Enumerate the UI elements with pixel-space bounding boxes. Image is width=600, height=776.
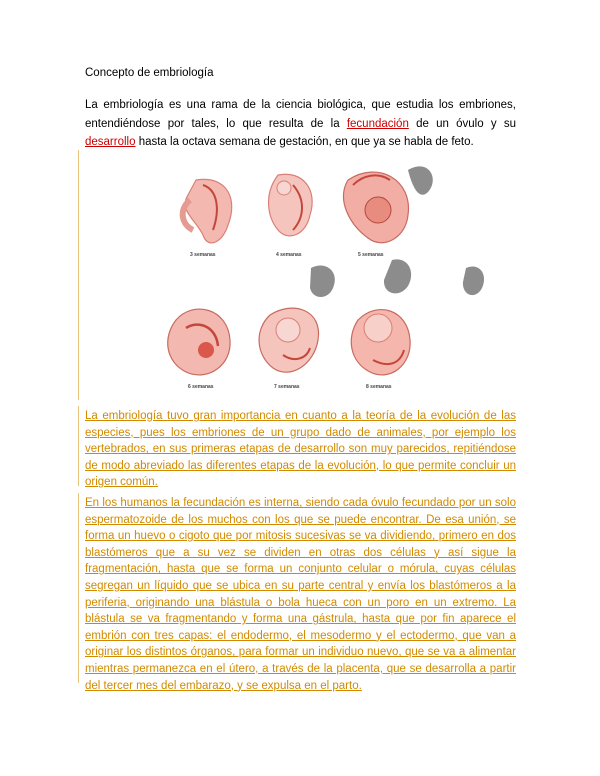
caption-7-weeks: 7 semanas — [274, 384, 300, 390]
caption-3-weeks: 3 semanas — [190, 252, 216, 258]
embryo-figure — [78, 150, 520, 398]
silhouette-8-weeks — [463, 266, 484, 295]
caption-5-weeks: 5 semanas — [358, 252, 384, 258]
embryo-8-weeks — [351, 310, 410, 375]
embryo-4-weeks — [269, 174, 313, 236]
intro-text-2: de un óvulo y su — [408, 117, 516, 130]
fecundation-paragraph: En los humanos la fecundación es interna, siendo cada óvulo fecundado por un solo espermatozoide de los muchos con los que se puede encontrar. De esa unión, se forma un huevo o cigoto que por mitosis sucesivas se va dividiendo, primero en dos blastómeros que a su vez se dividen en otras dos células y así sigue la fragmentación, hasta que se forma un conjunto celular o mórula, cuyas células segregan un líquido que se ubica en su parte central y envía los blastómeros a la periferia, originando una blástula o bola hueca con un poro en un extremo. La blástula se va fragmentando y forma una gástrula, hasta que por fin aparece el embrión con tres capas: el endodermo, el mesodermo y el ectodermo, que van a originar los distintos órganos, para formar un individuo nuevo, que se va a alimentar mientras permanezca en el útero, a través de la placenta, que se desarrolla a partir del tercer mes del embarazo, y se expulsa en el parto. — [85, 497, 516, 692]
intro-text-3: hasta la octava semana de gestación, en que ya se habla de feto. — [135, 136, 474, 148]
desarrollo-link[interactable]: desarrollo — [85, 136, 136, 148]
intro-paragraph — [85, 96, 516, 152]
embryo-7-weeks — [259, 308, 318, 372]
paragraph2-left-bar — [78, 406, 79, 486]
evolution-paragraph: La embriología tuvo gran importancia en cuanto a la teoría de la evolución de las especies, pues los embriones de un grupo dado de animales, por ejemplo los vertebrados, en sus primeras etapas de desarrollo son muy parecidos, repitiéndose de modo abreviado las diferentes etapas de la evolución, lo que permite concluir un origen común. — [85, 410, 516, 489]
document-title: Concepto de embriología — [85, 67, 214, 79]
caption-6-weeks: 6 semanas — [188, 384, 214, 390]
intro-text-1: La embriología es una rama de la ciencia biológica, que estudia los embriones, entendiéndose por tales, lo que resulta de la — [85, 99, 516, 130]
caption-4-weeks: 4 semanas — [276, 252, 302, 258]
embryo-5-weeks — [344, 166, 433, 242]
caption-8-weeks: 8 semanas — [366, 384, 392, 390]
embryo-stages-illustration — [78, 150, 520, 398]
silhouette-7-weeks — [384, 259, 411, 293]
silhouette-6-weeks — [310, 265, 335, 297]
embryo-6-weeks — [168, 309, 230, 375]
fecundacion-link[interactable]: fecundación — [346, 117, 409, 130]
paragraph3-left-bar — [78, 493, 79, 683]
embryo-3-weeks — [183, 179, 232, 243]
